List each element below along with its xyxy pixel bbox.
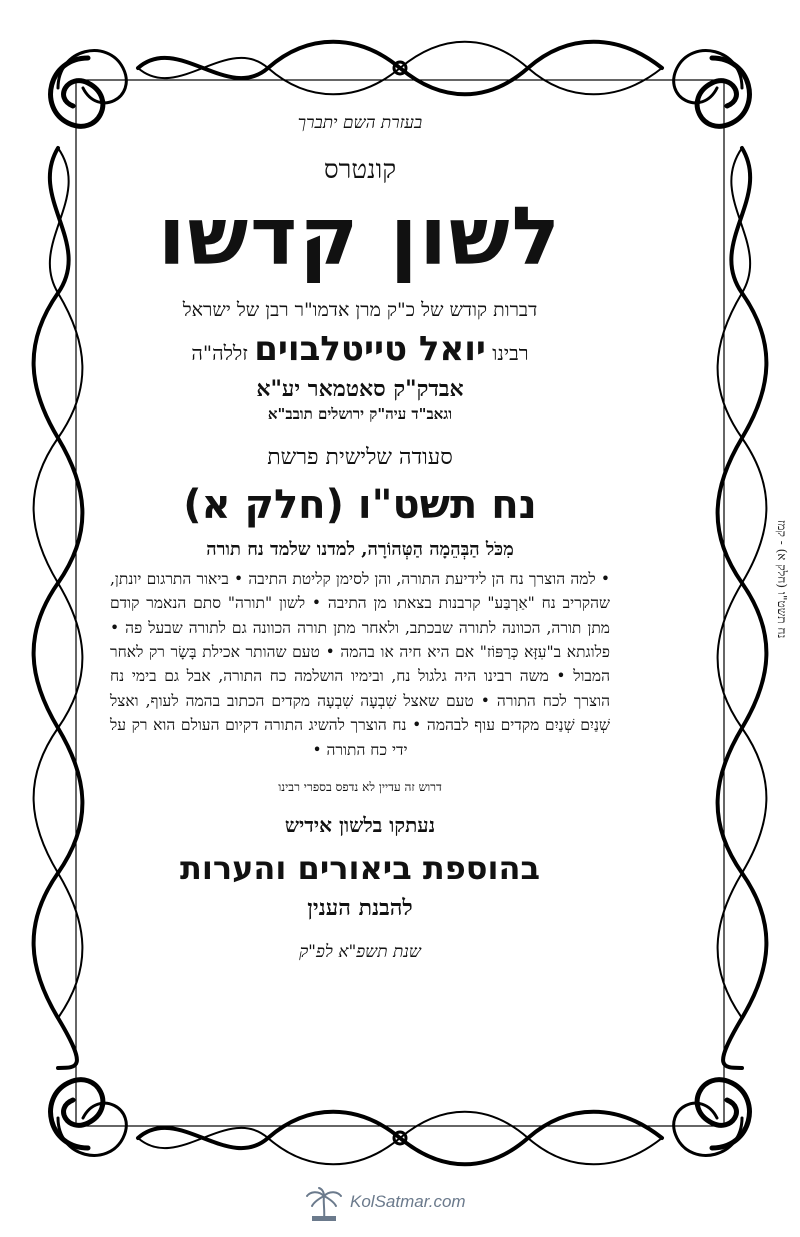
- corner-flourish-top-right: [674, 51, 750, 127]
- words-of-line: דברות קודש של כ"ק מרן אדמו"ר רבן של ישראל: [182, 298, 538, 321]
- jerusalem-line: וגאב"ד עיה"ק ירושלים תובב"א: [267, 404, 453, 423]
- main-title: לשון קדשו: [158, 189, 562, 283]
- logo-text[interactable]: KolSatmar.com: [350, 1192, 466, 1211]
- understanding-line: להבנת הענין: [307, 895, 413, 922]
- seuda-line: סעודה שלישית פרשת: [267, 444, 453, 470]
- kuntres-label: קונטרס: [323, 155, 397, 186]
- translated-line: נעתקו בלשון אידיש: [284, 812, 436, 837]
- av-beis-din-line: אבדק"ק סאטמאר יע"א: [256, 376, 464, 403]
- side-note-text: נח תשט"ו (חלק א) - קמז: [775, 520, 789, 639]
- year-line: שנת תשפ"א לפ"ק: [299, 941, 421, 962]
- verse-subtitle: מִכֹּל הַבְּהֵמָה הַטְּהוֹרָה, למדנו שלמד נח תורה: [206, 538, 514, 560]
- corner-flourish-bottom-right: [674, 1080, 750, 1156]
- rabbi-prefix: רבינו: [492, 341, 529, 366]
- topics-paragraph: • למה הוצרך נח הן לידיעת התורה, והן לסימן קליטת התיבה • ביאור התרגום יונתן, שהקריב נח "אַרְבַּע" קרבנות בצאתו מן התיבה • לשון "תורה" סתם הנאמר קודם מתן תורה, הכוונה לתורה שבכתב, ולאחר מתן תורה הכוונה גם לתורה שבעל פה • פלוגתא ב"עִזָּא כְּרַפּוֹז" אם היא חיה או בהמה • טעם שהותר אכילת בָּשָׂר רק לאחר המבול • משה רבינו היה גלגול נח, ובימיו הושלמה כח התורה, אבל גם בימי נח הוצרך לכח התורה • טעם שאצל שִׁבְעָה שִׁבְעָה מקדים הכתוב בהמה לעוף, ואצל שְׁנַיִם שְׁנַיִם מקדים עוף לבהמה • נח הוצרך להשיג התורה דקיום העולם הוא רק על ידי כח התורה •: [110, 569, 610, 759]
- rabbi-suffix: זללה"ה: [191, 341, 248, 366]
- title-page-content: [110, 105, 610, 1115]
- left-edge-swirls: [34, 148, 83, 1068]
- bottom-edge-swirls: [138, 1112, 662, 1165]
- top-edge-swirls: [138, 42, 662, 95]
- rabbi-name-line: [110, 329, 610, 370]
- right-edge-swirls: [718, 148, 767, 1068]
- rabbi-name: יואל טייטלבוים: [254, 329, 486, 370]
- parsha-title: נח תשט"ו (חלק א): [183, 481, 537, 528]
- blessing-line: בעזרת השם יתברך: [297, 113, 423, 133]
- additions-line: בהוספת ביאורים והערות: [180, 848, 540, 887]
- palm-tree-icon: [304, 1186, 344, 1222]
- side-page-note: [774, 520, 796, 770]
- site-logo[interactable]: [300, 1186, 500, 1222]
- unpublished-note: דרוש זה עדיין לא נדפס בספרי רבינו: [278, 780, 442, 795]
